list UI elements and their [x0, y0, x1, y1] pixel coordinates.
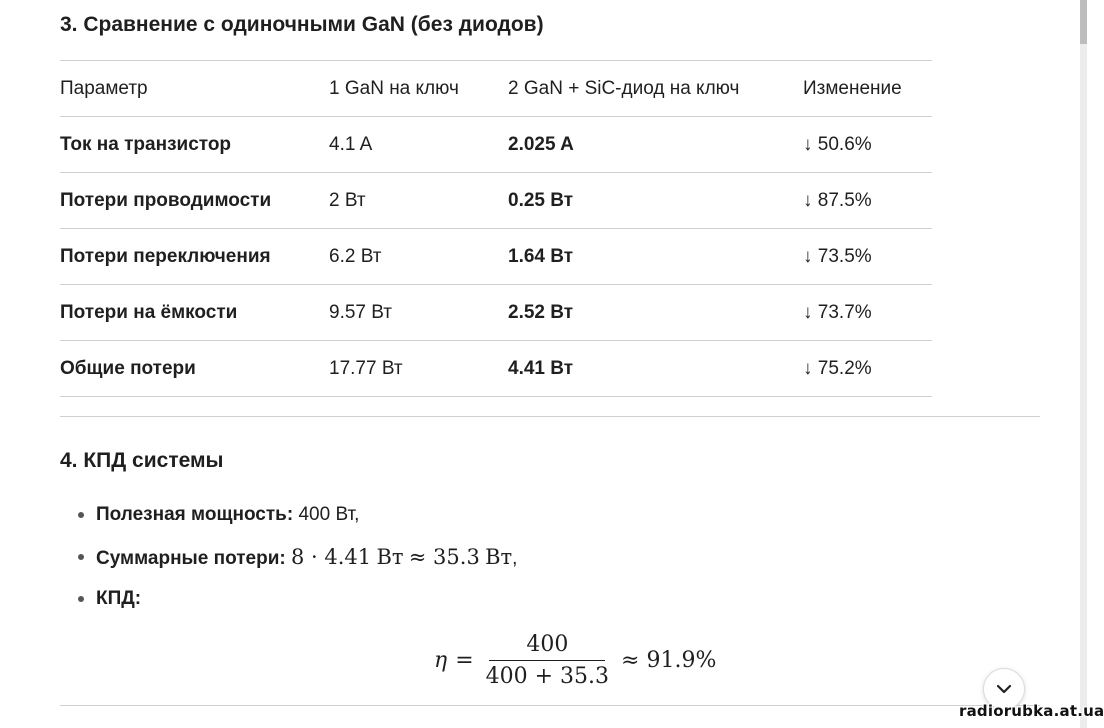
cell-change: ↓ 87.5% [803, 173, 932, 229]
watermark: radiorubka.at.ua [959, 702, 1104, 720]
bullet-dot [78, 512, 84, 518]
bullet-label: КПД: [96, 588, 142, 609]
math-unit: Вт [376, 545, 404, 569]
section-divider [60, 416, 1040, 417]
table-row [60, 229, 932, 285]
cell-change: ↓ 50.6% [803, 117, 932, 173]
cell-param: Ток на транзистор [60, 117, 329, 173]
formula-fraction [482, 632, 613, 689]
bullet-dot [78, 554, 84, 560]
table-row [60, 285, 932, 341]
cell-param: Потери проводимости [60, 173, 329, 229]
cell-param: Потери на ёмкости [60, 285, 329, 341]
formula-rhs: ≈ 91.9% [621, 647, 717, 673]
list-item-total-losses [60, 536, 517, 578]
math-product: 8 · 4.41 [291, 545, 372, 569]
table-header-row [60, 61, 932, 117]
cell-dual: 4.41 Вт [508, 341, 803, 397]
cell-dual: 1.64 Вт [508, 229, 803, 285]
cell-change: ↓ 73.5% [803, 229, 932, 285]
bullet-dot [78, 596, 84, 602]
section-divider [60, 705, 1040, 706]
chevron-down-icon [994, 679, 1014, 699]
cell-dual: 2.025 A [508, 117, 803, 173]
comparison-table [60, 60, 932, 397]
list-item-useful-power [60, 494, 517, 536]
header-parameter: Параметр [60, 61, 329, 117]
formula-lhs: η [434, 647, 448, 673]
cell-change: ↓ 73.7% [803, 285, 932, 341]
table-row [60, 117, 932, 173]
scrollbar[interactable] [1080, 0, 1087, 728]
efficiency-formula [434, 628, 716, 692]
formula-numerator: 400 [526, 631, 569, 657]
header-dual-gan: 2 GaN + SiC-диод на ключ [508, 61, 803, 117]
section-3-heading: 3. Сравнение с одиночными GaN (без диодов) [60, 13, 544, 36]
cell-single: 17.77 Вт [329, 341, 508, 397]
bullet-label: Суммарные потери: [96, 548, 286, 569]
cell-param: Потери переключения [60, 229, 329, 285]
bullet-value: 400 Вт, [298, 504, 360, 525]
formula-equals: = [455, 647, 474, 673]
cell-change: ↓ 75.2% [803, 341, 932, 397]
section-4-heading: 4. КПД системы [60, 449, 224, 472]
cell-single: 9.57 Вт [329, 285, 508, 341]
cell-single: 6.2 Вт [329, 229, 508, 285]
cell-single: 2 Вт [329, 173, 508, 229]
efficiency-list [60, 494, 517, 620]
bullet-label: Полезная мощность: [96, 504, 294, 525]
header-single-gan: 1 GaN на ключ [329, 61, 508, 117]
cell-dual: 2.52 Вт [508, 285, 803, 341]
scrollbar-thumb[interactable] [1080, 0, 1087, 44]
math-unit: Вт [485, 545, 513, 569]
cell-single: 4.1 A [329, 117, 508, 173]
cell-param: Общие потери [60, 341, 329, 397]
cell-dual: 0.25 Вт [508, 173, 803, 229]
header-change: Изменение [803, 61, 932, 117]
math-approx: ≈ 35.3 [408, 545, 480, 569]
table-row [60, 341, 932, 397]
table-row [60, 173, 932, 229]
math-tail: , [512, 548, 518, 569]
formula-denominator: 400 + 35.3 [485, 663, 610, 689]
list-item-efficiency [60, 578, 517, 620]
